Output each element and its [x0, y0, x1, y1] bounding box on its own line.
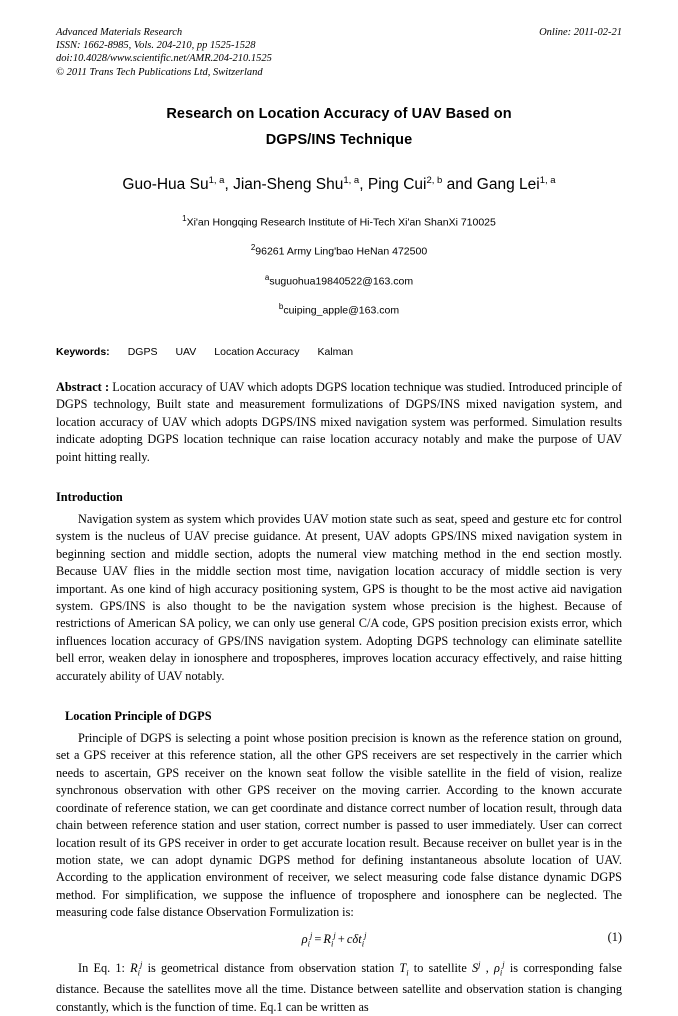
- eq-R-sup: j: [333, 929, 336, 940]
- title-line-2: DGPS/INS Technique: [265, 131, 413, 148]
- online-date: Online: 2011-02-21: [539, 27, 622, 38]
- author-4-affil-marker: 1, a: [539, 174, 556, 186]
- closing-text-start: In Eq. 1:: [78, 960, 131, 975]
- section-paragraph-introduction: Navigation system as system which provides UAV motion state such as seat, speed and gesture etc for control system is the nucleus of UAV precise guidance. At present, UAV adopts GPS/INS mixed navigation system in beginning section and middle section, adopts the numeral view matching method in the end section mostly. Because UAV flies in the middle section most time, navigation location accuracy of middle section is very important. As one kind of high accuracy positioning system, GPS is thought to be the most active aid navigation system. GPS/INS is also thought to be the navigation system whose precision is the highest. Because of restrictions of American SA policy, we can only use general C/A code, GPS position precision exists error, which influences location accuracy of GPS/INS navigation system. Adopting DGPS technology can eliminate satellite bell error, weaken delay in ionosphere and tropospheres, improves location accuracy effectively, and raise hitting accurately ability of UAV notably.: [56, 512, 622, 683]
- eq-t-sub: i: [361, 938, 365, 949]
- eq-rho-sup: j: [309, 929, 313, 940]
- section-heading-location-principle: Location Principle of DGPS: [65, 709, 212, 724]
- affiliation-text: Xi'an Hongqing Research Institute of Hi-Tech Xi'an ShanXi 710025: [186, 216, 496, 229]
- closing-text-mid-1: is geometrical distance from observation station: [142, 960, 400, 975]
- equation-1: [56, 930, 622, 950]
- keywords-label: Keywords:: [56, 345, 110, 358]
- affiliation-email: suguohua19840522@163.com: [269, 275, 414, 288]
- symbol-S: [472, 958, 481, 975]
- affiliation-marker: 2: [250, 243, 256, 253]
- symbol-S-sup: j: [478, 958, 481, 969]
- eq-plus: +: [337, 931, 345, 946]
- eq-t-sup: j: [364, 929, 367, 940]
- keyword-item: Location Accuracy: [214, 345, 300, 358]
- symbol-R-base: R: [130, 960, 138, 975]
- issn-line: ISSN: 1662-8985, Vols. 204-210, pp 1525-1528: [56, 40, 256, 52]
- author-sep-1: ,: [224, 175, 234, 193]
- symbol-R-sub: i: [137, 967, 141, 978]
- keyword-item: DGPS: [127, 345, 158, 358]
- affiliation-list: [56, 206, 622, 324]
- affiliation-item: [56, 265, 622, 295]
- abstract-block: [56, 379, 622, 466]
- journal-name: Advanced Materials Research: [56, 27, 183, 38]
- eq-rho: ρ: [301, 931, 308, 946]
- section-heading-introduction: Introduction: [56, 490, 123, 504]
- affiliation-item: [56, 206, 622, 236]
- symbol-rho-sup: j: [502, 958, 505, 969]
- keyword-item: UAV: [175, 345, 197, 358]
- author-1-affil-marker: 1, a: [208, 174, 225, 186]
- eq-equals: =: [314, 931, 322, 946]
- equation-1-body: [56, 930, 622, 949]
- author-sep-2: ,: [359, 175, 368, 193]
- author-2-affil-marker: 1, a: [343, 174, 360, 186]
- affiliation-marker: a: [264, 272, 270, 282]
- author-2-name: Jian-Sheng Shu: [233, 175, 344, 193]
- author-1-name: Guo-Hua Su: [122, 175, 209, 193]
- eq-c: c: [346, 931, 353, 946]
- doi-line: doi:10.4028/www.scientific.net/AMR.204-210.1525: [56, 53, 272, 65]
- closing-paragraph: [56, 956, 622, 1016]
- copyright-line: © 2011 Trans Tech Publications Ltd, Switzerland: [56, 66, 263, 78]
- keyword-item: Kalman: [317, 345, 354, 358]
- affiliation-item: [56, 235, 622, 265]
- affiliation-marker: 1: [182, 213, 187, 223]
- symbol-S-base: S: [472, 960, 479, 975]
- symbol-rho-base: ρ: [494, 960, 500, 975]
- page-title: [56, 101, 622, 153]
- abstract-text: Location accuracy of UAV which adopts DGPS location technique was studied. Introduced principle of DGPS technology, Built state and measurement formulizations of DGPS/INS mixed navigation system, and location accuracy of UAV which adopts DGPS/INS mixed navigation system was performed. Simulation results indicate adopting DGPS location technique can raise location accuracy notably and make the purpose of UAV point hitting really.: [56, 379, 622, 464]
- author-3-affil-marker: 2, b: [426, 174, 443, 186]
- eq-rho-sub: i: [307, 938, 310, 949]
- symbol-rho: [494, 958, 505, 978]
- eq-R-sub: i: [331, 938, 334, 949]
- section-paragraph-location-principle: Principle of DGPS is selecting a point whose position precision is known as the reference station on ground, set a GPS receiver at this reference station, all the other GPS receivers are set respectively in the carrier which needs to ascertain, GPS receiver on the known seat follow the visible satellite in the field of vision, realize synchronous observation with other GPS receiver on the moving carrier. According to the known accurate coordinate of reference station, we can get coordinate and distance correct number of location result, through data chain between reference station and user station, correct number is passed to user immediately. User can correct location result of its GPS receiver in order to get accurate location result. Because receiver on bullet year is in the motion state, we can adopt dynamic DGPS method for defining instantaneous absolute location of UAV. According to the application environment of receiver, we select measuring code false distance dynamic DGPS method. For simplification, we suppose the influence of troposphere and ionosphere can be neglected. The measuring code false distance Observation Formulization is:: [56, 731, 622, 920]
- symbol-R: [130, 958, 143, 978]
- closing-text-mid-2: to satellite: [408, 960, 472, 975]
- eq-R: R: [323, 931, 332, 946]
- title-line-1: Research on Location Accuracy of UAV Based on: [166, 105, 512, 122]
- eq-delta: δ: [352, 931, 359, 946]
- symbol-T-sub: i: [406, 967, 409, 978]
- equation-1-number: (1): [607, 929, 622, 944]
- affiliation-marker: b: [278, 302, 284, 312]
- page-header: [56, 26, 622, 79]
- author-list: [56, 171, 622, 195]
- symbol-T-base: T: [399, 960, 407, 975]
- author-sep-3: and: [442, 175, 477, 193]
- author-4-name: Gang Lei: [476, 175, 540, 193]
- symbol-rho-sub: i: [499, 967, 503, 978]
- eq-t: t: [358, 931, 362, 946]
- symbol-T: [399, 960, 409, 978]
- keywords-row: [56, 346, 622, 358]
- affiliation-item: [56, 294, 622, 324]
- affiliation-email: cuiping_apple@163.com: [283, 304, 400, 317]
- closing-text-end: is corresponding false distance. Because the satellites move all the time. Distance between satellite and observation station is changing constantly, which is the function of time. Eq.1 can be written as: [56, 960, 623, 1014]
- symbol-R-sup: j: [140, 958, 143, 969]
- affiliation-text: 96261 Army Ling'bao HeNan 472500: [255, 245, 428, 258]
- author-3-name: Ping Cui: [367, 175, 427, 193]
- abstract-label: Abstract :: [56, 379, 110, 394]
- closing-text-mid-3: ,: [480, 960, 494, 975]
